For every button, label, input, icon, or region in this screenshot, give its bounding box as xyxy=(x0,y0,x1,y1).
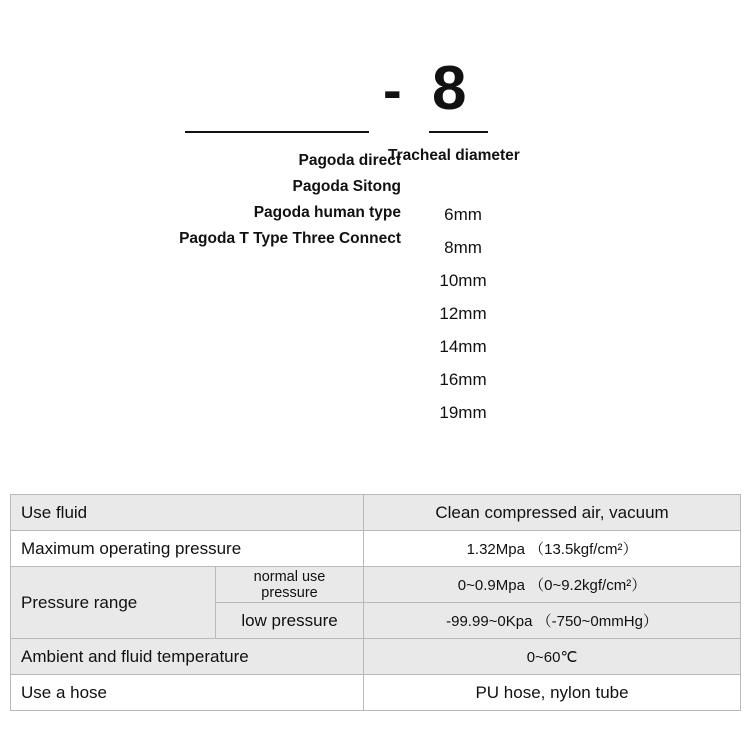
row-label: Use a hose xyxy=(11,675,364,711)
table-row xyxy=(11,495,741,531)
type-list xyxy=(0,148,405,252)
tracheal-diameter-heading: Tracheal diameter xyxy=(388,147,520,164)
diameter-list-item: 19mm xyxy=(439,403,487,422)
right-underline xyxy=(429,131,488,133)
type-list-item: Pagoda Sitong xyxy=(292,178,401,195)
diameter-list xyxy=(398,198,528,429)
row-sub-label: low pressure xyxy=(216,603,364,639)
diameter-list-item: 16mm xyxy=(439,370,487,389)
code-number: 8 xyxy=(432,54,467,123)
row-label: Maximum operating pressure xyxy=(11,531,364,567)
row-value: 0~60℃ xyxy=(364,639,741,675)
table-row xyxy=(11,675,741,711)
diameter-list-item: 6mm xyxy=(444,205,482,224)
type-list-item: Pagoda human type xyxy=(253,204,401,221)
table-row xyxy=(11,531,741,567)
row-label: Ambient and fluid temperature xyxy=(11,639,364,675)
row-label: Pressure range xyxy=(11,567,216,639)
row-value: 1.32Mpa （13.5kgf/cm²） xyxy=(364,531,741,567)
diameter-list-item: 8mm xyxy=(444,238,482,257)
diameter-list-item: 14mm xyxy=(439,337,487,356)
specification-table xyxy=(10,494,741,711)
row-sub-label: normal use pressure xyxy=(216,567,364,603)
left-underline xyxy=(185,131,369,133)
diameter-list-item: 12mm xyxy=(439,304,487,323)
table-row xyxy=(11,639,741,675)
row-value: Clean compressed air, vacuum xyxy=(364,495,741,531)
table-row xyxy=(11,567,741,603)
row-value: 0~0.9Mpa （0~9.2kgf/cm²） xyxy=(364,567,741,603)
type-list-item: Pagoda direct xyxy=(298,152,401,169)
diameter-list-item: 10mm xyxy=(439,271,487,290)
row-label: Use fluid xyxy=(11,495,364,531)
code-dash: - xyxy=(383,58,402,121)
row-value: PU hose, nylon tube xyxy=(364,675,741,711)
type-list-item: Pagoda T Type Three Connect xyxy=(179,230,401,247)
row-value: -99.99~0Kpa （-750~0mmHg） xyxy=(364,603,741,639)
